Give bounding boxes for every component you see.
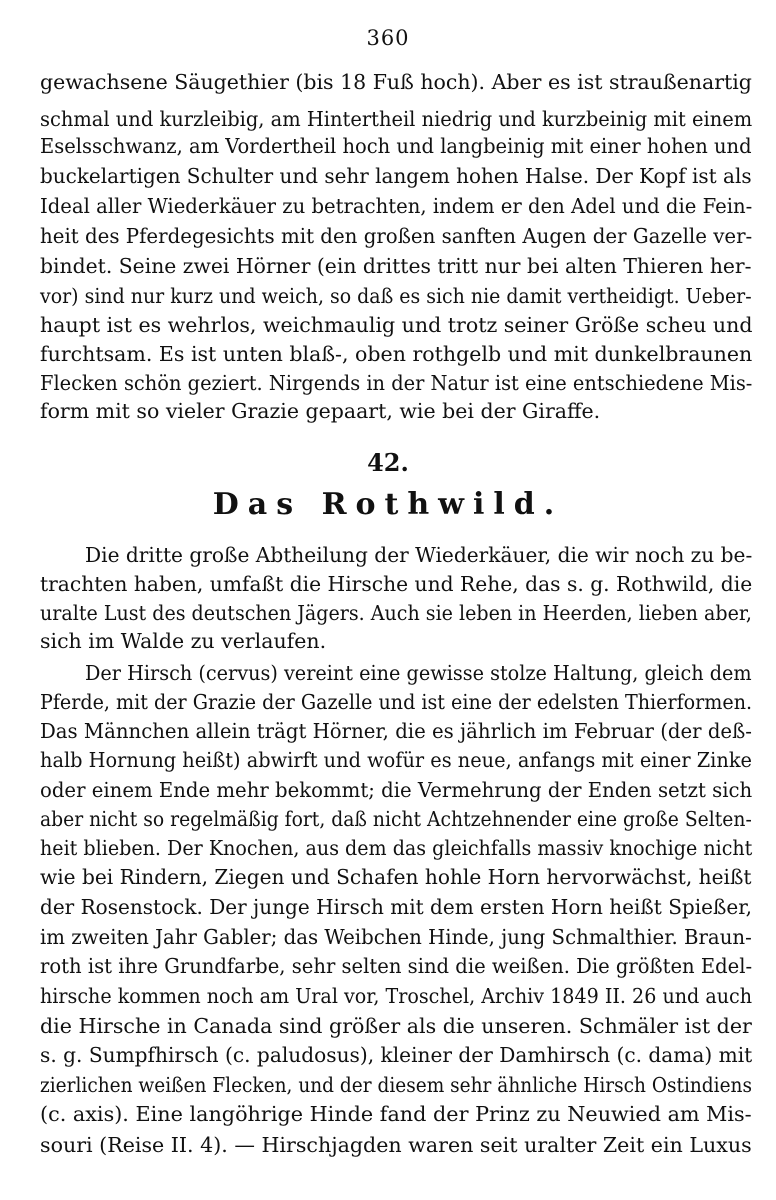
text-line: s. g. Sumpfhirsch (c. paludosus), kleiner der Damhirsch (c. dama) mit (40, 1043, 753, 1067)
text-line: Ideal aller Wiederkäuer zu betrachten, indem er den Adel und die Fein- (40, 194, 753, 218)
text-line: form mit so vieler Grazie gepaart, wie bei der Giraffe. (40, 399, 601, 423)
text-line: Die dritte große Abtheilung der Wiederkäuer, die wir noch zu be- (85, 543, 753, 567)
text-line: (c. axis). Eine langöhrige Hinde fand der Prinz zu Neuwied am Mis- (40, 1102, 752, 1126)
text-line: zierlichen weißen Flecken, und der diesem sehr ähnliche Hirsch Ostindiens (40, 1073, 752, 1097)
text-line: heit blieben. Der Knochen, aus dem das gleichfalls massiv knochige nicht (40, 836, 753, 860)
text-line: buckelartigen Schulter und sehr langem hohen Halse. Der Kopf ist als (40, 164, 752, 188)
text-line: hirsche kommen noch am Ural vor, Troschel, Archiv 1849 II. 26 und auch (40, 984, 753, 1008)
text-line: souri (Reise II. 4). — Hirschjagden waren seit uralter Zeit ein Luxus (40, 1133, 752, 1157)
text-line: halb Hornung heißt) abwirft und wofür es neue, anfangs mit einer Zinke (40, 748, 752, 772)
text-line: Flecken schön geziert. Nirgends in der Natur ist eine entschiedene Mis- (40, 371, 753, 395)
text-line: die Hirsche in Canada sind größer als die unseren. Schmäler ist der (40, 1014, 752, 1038)
text-line: gewachsene Säugethier (bis 18 Fuß hoch). Aber es ist straußenartig (40, 70, 752, 94)
text-line: uralte Lust des deutschen Jägers. Auch sie leben in Heerden, lieben aber, (40, 601, 752, 625)
text-line: furchtsam. Es ist unten blaß-, oben rothgelb und mit dunkelbraunen (40, 342, 753, 366)
text-line: haupt ist es wehrlos, weichmaulig und trotz seiner Größe scheu und (40, 313, 753, 337)
text-line: schmal und kurzleibig, am Hintertheil niedrig und kurzbeinig mit einem (40, 107, 753, 131)
text-line: bindet. Seine zwei Hörner (ein drittes tritt nur bei alten Thieren her- (40, 254, 752, 278)
text-line: roth ist ihre Grundfarbe, sehr selten sind die weißen. Die größten Edel- (40, 954, 753, 978)
page-number: 360 (366, 26, 410, 50)
text-line: aber nicht so regelmäßig fort, daß nicht Achtzehnender eine große Selten- (40, 807, 752, 831)
text-line: Pferde, mit der Grazie der Gazelle und ist eine der edelsten Thierformen. (40, 690, 753, 714)
text-line: heit des Pferdegesichts mit den großen sanften Augen der Gazelle ver- (40, 224, 753, 248)
text-line: Das Männchen allein trägt Hörner, die es jährlich im Februar (der deß- (40, 719, 752, 743)
text-line: oder einem Ende mehr bekommt; die Vermehrung der Enden setzt sich (40, 778, 753, 802)
text-line: Der Hirsch (cervus) vereint eine gewisse stolze Haltung, gleich dem (85, 661, 752, 685)
text-line: im zweiten Jahr Gabler; das Weibchen Hinde, jung Schmalthier. Braun- (40, 925, 752, 949)
text-line: der Rosenstock. Der junge Hirsch mit dem ersten Horn heißt Spießer, (40, 895, 752, 919)
text-line: wie bei Rindern, Ziegen und Schafen hohle Horn hervorwächst, heißt (40, 865, 752, 889)
section-title: Das Rothwild. (212, 487, 564, 522)
text-line: Eselsschwanz, am Vordertheil hoch und langbeinig mit einer hohen und (40, 134, 752, 158)
section-number: 42. (367, 448, 409, 477)
text-line: sich im Walde zu verlaufen. (40, 629, 327, 653)
text-line: trachten haben, umfaßt die Hirsche und Rehe, das s. g. Rothwild, die (40, 572, 753, 596)
text-line: vor) sind nur kurz und weich, so daß es sich nie damit vertheidigt. Ueber- (40, 284, 752, 308)
